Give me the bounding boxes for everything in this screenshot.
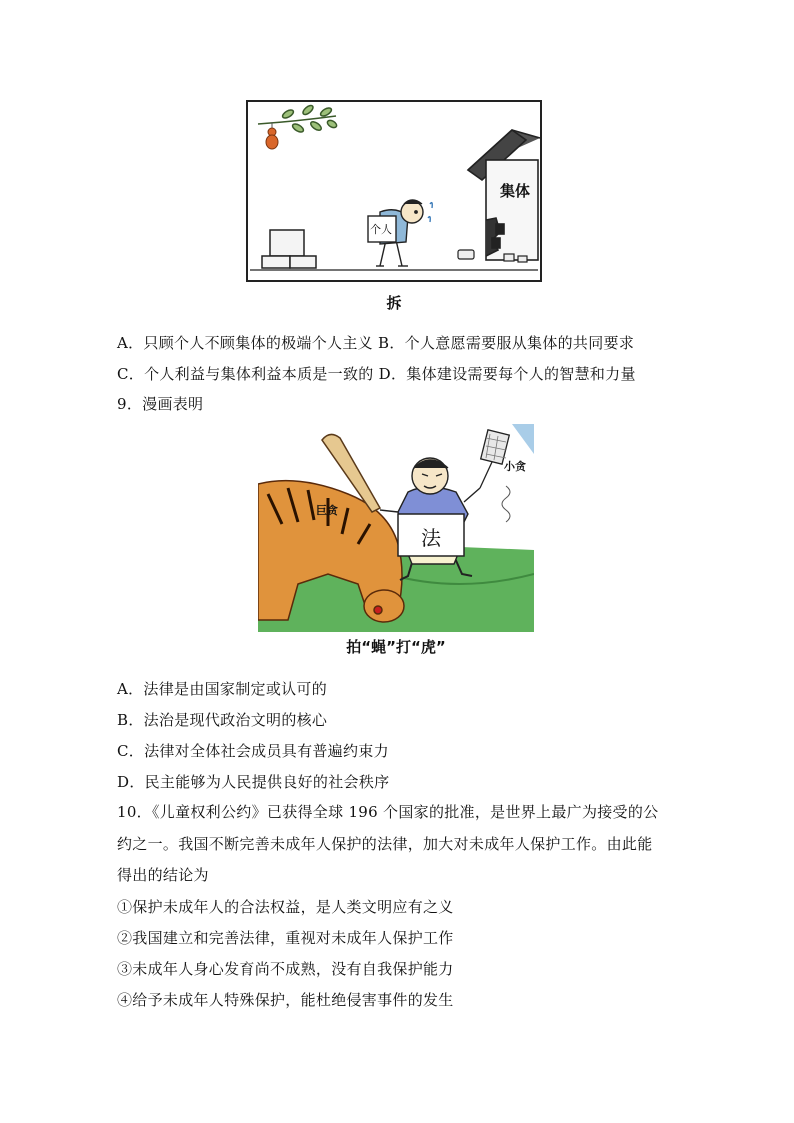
fly-label: 小贪 (504, 460, 526, 473)
cartoon-demolish (246, 100, 542, 282)
q9-option-d: D．民主能够为人民提供良好的社会秩序 (117, 773, 390, 791)
q10-statement-2: ②我国建立和完善法律，重视对未成年人保护工作 (117, 929, 454, 947)
q10-statement-1: ①保护未成年人的合法权益，是人类文明应有之义 (117, 898, 454, 916)
law-sign-label: 法 (421, 526, 441, 550)
q10-stem-line-2: 约之一。我国不断完善未成年人保护的法律，加大对未成年人保护工作。由此能 (117, 835, 653, 853)
cartoon-flies-tigers-caption: 拍“蝇”打“虎” (346, 638, 446, 656)
cartoon-demolish-caption: 拆 (386, 294, 402, 312)
q9-option-c: C．法律对全体社会成员具有普遍约束力 (117, 742, 389, 760)
q8-options-line-2: C．个人利益与集体利益本质是一致的 D．集体建设需要每个人的智慧和力量 (117, 365, 636, 383)
tiger-label: 巨贪 (316, 504, 338, 517)
q10-statement-3: ③未成年人身心发育尚不成熟，没有自我保护能力 (117, 960, 454, 978)
q10-stem-line-3: 得出的结论为 (117, 866, 209, 884)
q10-statement-4: ④给予未成年人特殊保护，能杜绝侵害事件的发生 (117, 991, 454, 1009)
box-label: 个人 (370, 223, 392, 236)
q9-option-b: B．法治是现代政治文明的核心 (117, 711, 328, 729)
q8-options-line-1: A．只顾个人不顾集体的极端个人主义 B．个人意愿需要服从集体的共同要求 (117, 334, 635, 352)
cartoon-flies-tigers-drawing (258, 424, 534, 632)
house-label: 集体 (500, 182, 531, 200)
q9-stem: 9．漫画表明 (117, 395, 204, 413)
cartoon-demolish-drawing (246, 100, 542, 282)
q10-stem-line-1: 10．《儿童权利公约》已获得全球 196 个国家的批准，是世界上最广为接受的公 (117, 803, 659, 821)
cartoon-flies-tigers (258, 424, 534, 632)
q9-option-a: A．法律是由国家制定或认可的 (117, 680, 328, 698)
